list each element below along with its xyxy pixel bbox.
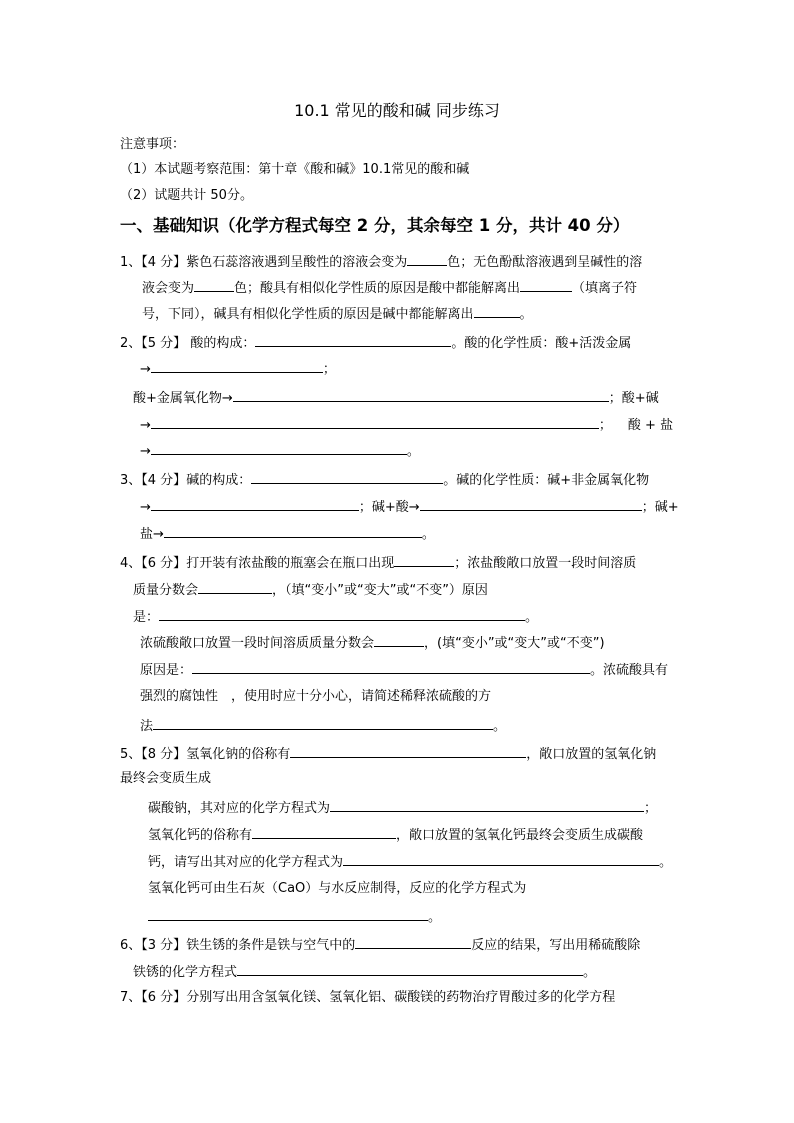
question-5-line-4: 氢氧化钙的俗称有 ，敞口放置的氢氧化钙最终会变质生成碳酸 — [148, 825, 643, 845]
answer-blank[interactable] — [159, 607, 525, 621]
question-5-line-3: 碳酸钠，其对应的化学方程式为 ； — [148, 798, 657, 818]
question-4-line-5: 原因是： 。浓硫酸具有 — [140, 660, 668, 680]
question-4-line-3: 是： 。 — [133, 607, 538, 627]
question-number: 6、 — [120, 938, 142, 953]
answer-blank[interactable] — [237, 962, 583, 976]
question-2-line-4: → ； 酸 + 盐 — [140, 415, 673, 435]
question-1-line-2: 液会变为 色；酸具有相似化学性质的原因是酸中都能解离出 （填离子符 — [142, 278, 637, 298]
answer-blank[interactable] — [153, 716, 493, 730]
answer-blank[interactable] — [330, 798, 644, 812]
question-4-line-4: 浓硫酸敞口放置一段时间溶质质量分数会 ，(填“变小”或“变大”或“不变”) — [140, 633, 605, 653]
question-number: 5、 — [120, 747, 142, 762]
question-3-line-1: 3、【4 分】碱的构成： 。碱的化学性质：碱+非金属氧化物 — [120, 470, 649, 490]
question-5-line-1: 5、【8 分】氢氧化钠的俗称有 ，敞口放置的氢氧化钠 — [120, 744, 656, 764]
answer-blank[interactable] — [151, 415, 599, 429]
question-score: 【4 分】 — [141, 255, 187, 270]
question-3-line-3: 盐→ 。 — [140, 524, 435, 544]
answer-blank[interactable] — [394, 553, 454, 567]
answer-blank[interactable] — [420, 497, 642, 511]
question-score: 【6 分】 — [141, 556, 187, 571]
question-2-line-2: → ； — [140, 359, 336, 379]
section-heading: 一、基础知识（化学方程式每空 2 分，其余每空 1 分，共计 40 分） — [120, 216, 630, 235]
question-score: 【4 分】 — [141, 473, 187, 488]
answer-blank[interactable] — [148, 907, 428, 921]
answer-blank[interactable] — [151, 441, 407, 455]
answer-blank[interactable] — [233, 388, 609, 402]
notice-heading: 注意事项： — [120, 137, 186, 152]
question-number: 3、 — [120, 473, 142, 488]
question-score: 【5 分】 — [141, 336, 187, 351]
question-score: 【8 分】 — [141, 747, 187, 762]
question-6-line-1: 6、【3 分】铁生锈的条件是铁与空气中的 反应的结果，写出用稀硫酸除 — [120, 935, 640, 955]
question-5-line-6: 氢氧化钙可由生石灰（CaO）与水反应制得，反应的化学方程式为 — [148, 881, 527, 896]
answer-blank[interactable] — [194, 278, 234, 292]
page-title: 10.1 常见的酸和碱 同步练习 — [294, 101, 500, 120]
question-number: 7、 — [120, 990, 142, 1005]
question-7-line-1: 7、【6 分】分别写出用含氢氧化镁、氢氧化铝、碳酸镁的药物治疗胃酸过多的化学方程 — [120, 990, 616, 1005]
answer-blank[interactable] — [164, 524, 422, 538]
notice-item-1: （1）本试题考察范围：第十章《酸和碱》10.1常见的酸和碱 — [120, 162, 470, 177]
answer-blank[interactable] — [192, 660, 590, 674]
answer-blank[interactable] — [255, 333, 451, 347]
answer-blank[interactable] — [355, 935, 471, 949]
question-6-line-2: 铁锈的化学方程式 。 — [133, 962, 596, 982]
answer-blank[interactable] — [474, 304, 520, 318]
question-2-line-1: 2、【5 分】 酸的构成： 。酸的化学性质：酸+活泼金属 — [120, 333, 631, 353]
question-5-line-5: 钙，请写出其对应的化学方程式为 。 — [148, 852, 672, 872]
question-number: 4、 — [120, 556, 142, 571]
answer-blank[interactable] — [252, 825, 396, 839]
question-1-line-3: 号，下同），碱具有相似化学性质的原因是碱中都能解离出 。 — [142, 304, 533, 324]
question-score: 【6 分】 — [141, 990, 187, 1005]
question-2-line-5: → 。 — [140, 441, 420, 461]
answer-blank[interactable] — [251, 470, 443, 484]
question-2-line-3: 酸+金属氧化物→ ；酸+碱 — [133, 388, 659, 408]
question-number: 1、 — [120, 255, 142, 270]
question-number: 2、 — [120, 336, 142, 351]
question-4-line-1: 4、【6 分】打开装有浓盐酸的瓶塞会在瓶口出现 ；浓盐酸敞口放置一段时间溶质 — [120, 553, 636, 573]
answer-blank[interactable] — [198, 580, 272, 594]
question-score: 【3 分】 — [141, 938, 187, 953]
question-1-line-1: 1、【4 分】紫色石蕊溶液遇到呈酸性的溶液会变为 色；无色酚酞溶液遇到呈碱性的溶 — [120, 252, 642, 272]
question-4-line-7: 法 。 — [140, 716, 506, 736]
question-4-line-2: 质量分数会 ，（填“变小”或“变大”或“不变”）原因 — [133, 580, 488, 600]
answer-blank[interactable] — [290, 744, 526, 758]
question-5-line-7: 。 — [148, 907, 441, 927]
question-4-line-6: 强烈的腐蚀性 ，使用时应十分小心，请简述稀释浓硫酸的方 — [140, 689, 492, 704]
notice-item-2: （2）试题共计 50分。 — [120, 188, 253, 203]
answer-blank[interactable] — [151, 497, 359, 511]
question-3-line-2: → ；碱+酸→ ；碱+ — [140, 497, 679, 517]
answer-blank[interactable] — [374, 633, 424, 647]
answer-blank[interactable] — [151, 359, 323, 373]
question-5-line-2: 最终会变质生成 — [120, 771, 212, 786]
answer-blank[interactable] — [407, 252, 447, 266]
answer-blank[interactable] — [520, 278, 572, 292]
answer-blank[interactable] — [343, 852, 659, 866]
